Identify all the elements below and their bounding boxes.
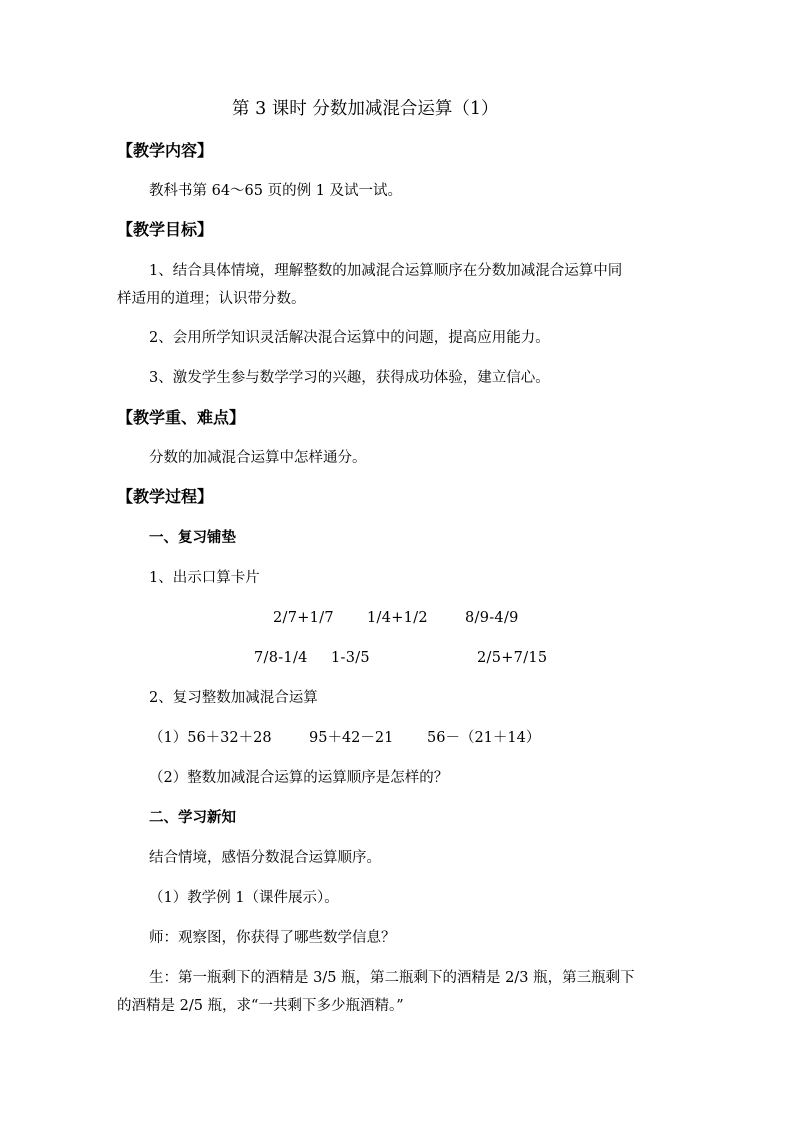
process-heading: 【教学过程】 <box>117 487 214 506</box>
oral-card: 1/4+1/2 <box>367 610 428 626</box>
example-text: （1）教学例 1（课件展示）。 <box>149 890 339 906</box>
key-points-text: 分数的加减混合运算中怎样通分。 <box>149 450 367 466</box>
oral-card: 1-3/5 <box>331 650 370 666</box>
oral-card: 7/8-1/4 <box>254 650 308 666</box>
page-title: 第 3 课时 分数加减混合运算（1） <box>232 99 499 119</box>
goals-heading: 【教学目标】 <box>117 220 214 239</box>
student-answer-line-2: 的酒精是 2/5 瓶，求“一共剩下多少瓶酒精。” <box>117 998 404 1014</box>
teacher-question: 师：观察图，你获得了哪些数学信息？ <box>149 930 396 946</box>
goal-3: 3、激发学生参与数学学习的兴趣，获得成功体验，建立信心。 <box>149 370 550 386</box>
intro-text: 结合情境，感悟分数混合运算顺序。 <box>149 850 381 866</box>
content-heading: 【教学内容】 <box>117 141 214 160</box>
step-2: 2、复习整数加减混合运算 <box>149 690 318 706</box>
exercise-1-item: 56－（21＋14） <box>427 730 541 746</box>
student-answer-line-1: 生：第一瓶剩下的酒精是 3/5 瓶，第二瓶剩下的酒精是 2/3 瓶，第三瓶剩下 <box>149 970 635 986</box>
oral-card: 2/5+7/15 <box>477 650 548 666</box>
part-2-heading: 二、学习新知 <box>149 810 236 826</box>
oral-card: 2/7+1/7 <box>273 610 334 626</box>
exercise-1-item: 95＋42－21 <box>309 730 394 746</box>
exercise-2: （2）整数加减混合运算的运算顺序是怎样的？ <box>149 770 449 786</box>
oral-card: 8/9-4/9 <box>465 610 519 626</box>
goal-1-line-1: 1、结合具体情境，理解整数的加减混合运算顺序在分数加减混合运算中同 <box>149 263 623 279</box>
step-1: 1、出示口算卡片 <box>149 570 260 586</box>
goal-1-line-2: 样适用的道理；认识带分数。 <box>117 291 306 307</box>
exercise-1-item: （1）56＋32＋28 <box>149 730 272 746</box>
goal-2: 2、会用所学知识灵活解决混合运算中的问题，提高应用能力。 <box>149 330 550 346</box>
content-text: 教科书第 64～65 页的例 1 及试一试。 <box>149 183 403 199</box>
key-points-heading: 【教学重、难点】 <box>117 408 246 427</box>
part-1-heading: 一、复习铺垫 <box>149 530 236 546</box>
